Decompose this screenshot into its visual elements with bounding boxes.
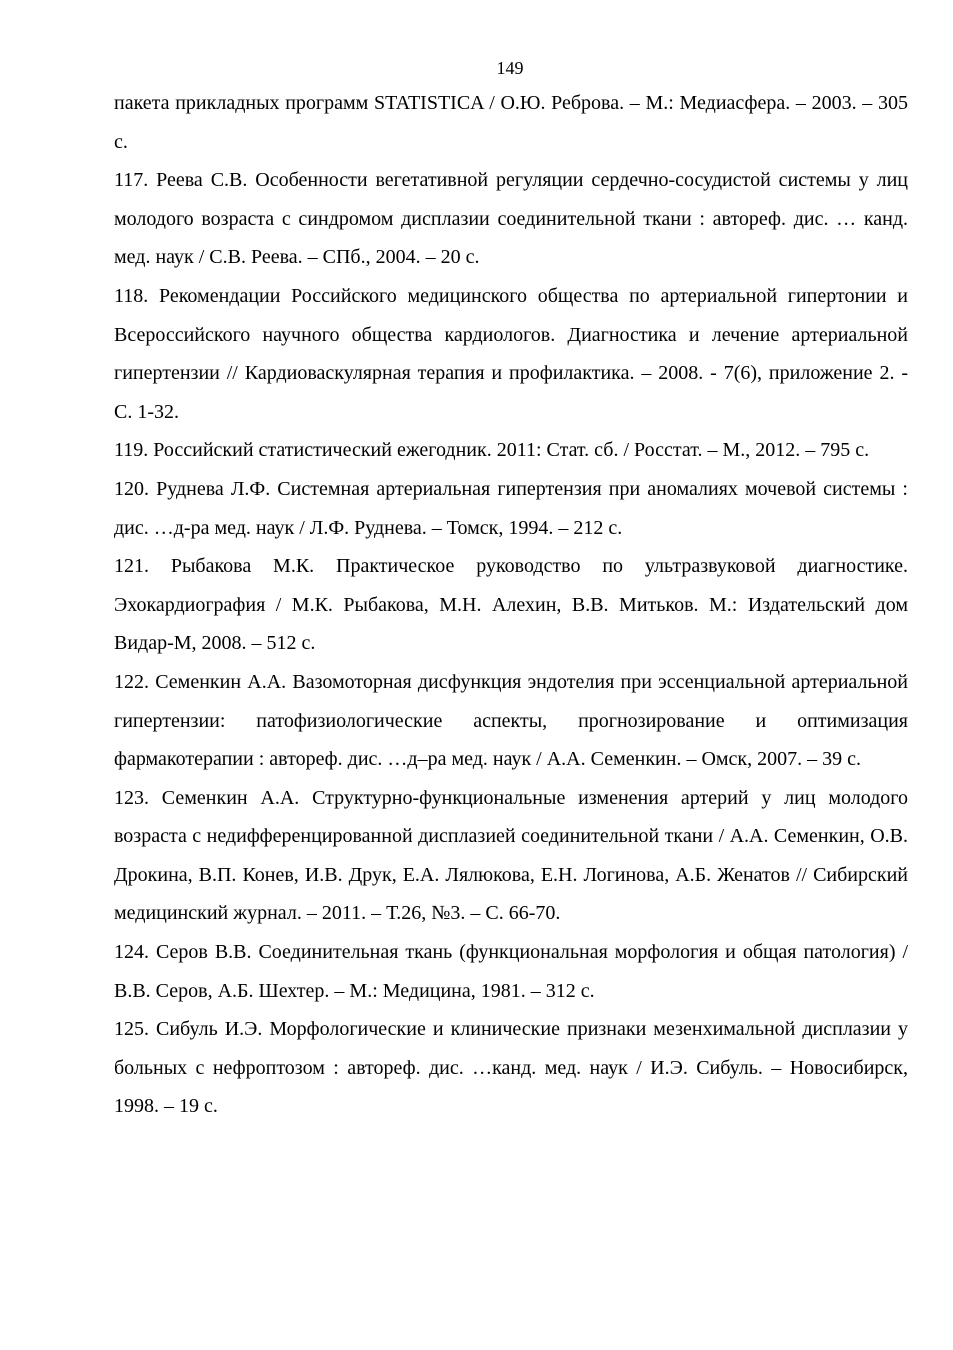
reference-123: 123. Семенкин А.А. Структурно-функциональные изменения артерий у лиц молодого возраста с недифференцированной дисплазией соединительной ткани / А.А. Семенкин, О.В. Дрокина, В.П. Конев, И.В. Друк, Е.А. Лялюкова, Е.Н. Логинова, А.Б. Женатов // Сибирский медицинский журнал. – 2011. – Т.26, №3. – С. 66-70. xyxy=(114,786,908,925)
reference-125: 125. Сибуль И.Э. Морфологические и клинические признаки мезенхимальной дисплазии у больных с нефроптозом : автореф. дис. …канд. мед. наук / И.Э. Сибуль. – Новосибирск, 1998. – 19 с. xyxy=(114,1018,908,1118)
reference-121: 121. Рыбакова М.К. Практическое руководство по ультразвуковой диагностике. Эхокардиография / М.К. Рыбакова, М.Н. Алехин, В.В. Митьков. М.: Издательский дом Видар-М, 2008. – 512 с. xyxy=(114,555,908,655)
reference-122: 122. Семенкин А.А. Вазомоторная дисфункция эндотелия при эссенциальной артериальной гипертензии: патофизиологические аспекты, прогнозирование и оптимизация фармакотерапии : автореф. дис. …д–ра мед. наук / А.А. Семенкин. – Омск, 2007. – 39 с. xyxy=(114,670,908,771)
page-number: 149 xyxy=(496,58,524,78)
reference-124: 124. Серов В.В. Соединительная ткань (функциональная морфология и общая патология) / В.В. Серов, А.Б. Шехтер. – М.: Медицина, 1981. – 312 с. xyxy=(114,941,908,1002)
reference-list xyxy=(114,84,908,1126)
reference-120: 120. Руднева Л.Ф. Системная артериальная гипертензия при аномалиях мочевой системы : дис. …д-ра мед. наук / Л.Ф. Руднева. – Томск, 1994. – 212 с. xyxy=(114,477,908,539)
reference-119: 119. Российский статистический ежегодник. 2011: Стат. сб. / Росстат. – М., 2012. – 795 с. xyxy=(114,439,870,462)
reference-continuation: пакета прикладных программ STATISTICA / О.Ю. Реброва. – М.: Медиасфера. – 2003. – 305 с. xyxy=(114,92,908,153)
reference-117: 117. Реева С.В. Особенности вегетативной регуляции сердечно-сосудистой системы у лиц молодого возраста с синдромом дисплазии соединительной ткани : автореф. дис. … канд. мед. наук / С.В. Реева. – СПб., 2004. – 20 с. xyxy=(114,169,908,269)
reference-118: 118. Рекомендации Российского медицинского общества по артериальной гипертонии и Всероссийского научного общества кардиологов. Диагностика и лечение артериальной гипертензии // Кардиоваскулярная терапия и профилактика. – 2008. - 7(6), приложение 2. - С. 1-32. xyxy=(114,284,908,423)
